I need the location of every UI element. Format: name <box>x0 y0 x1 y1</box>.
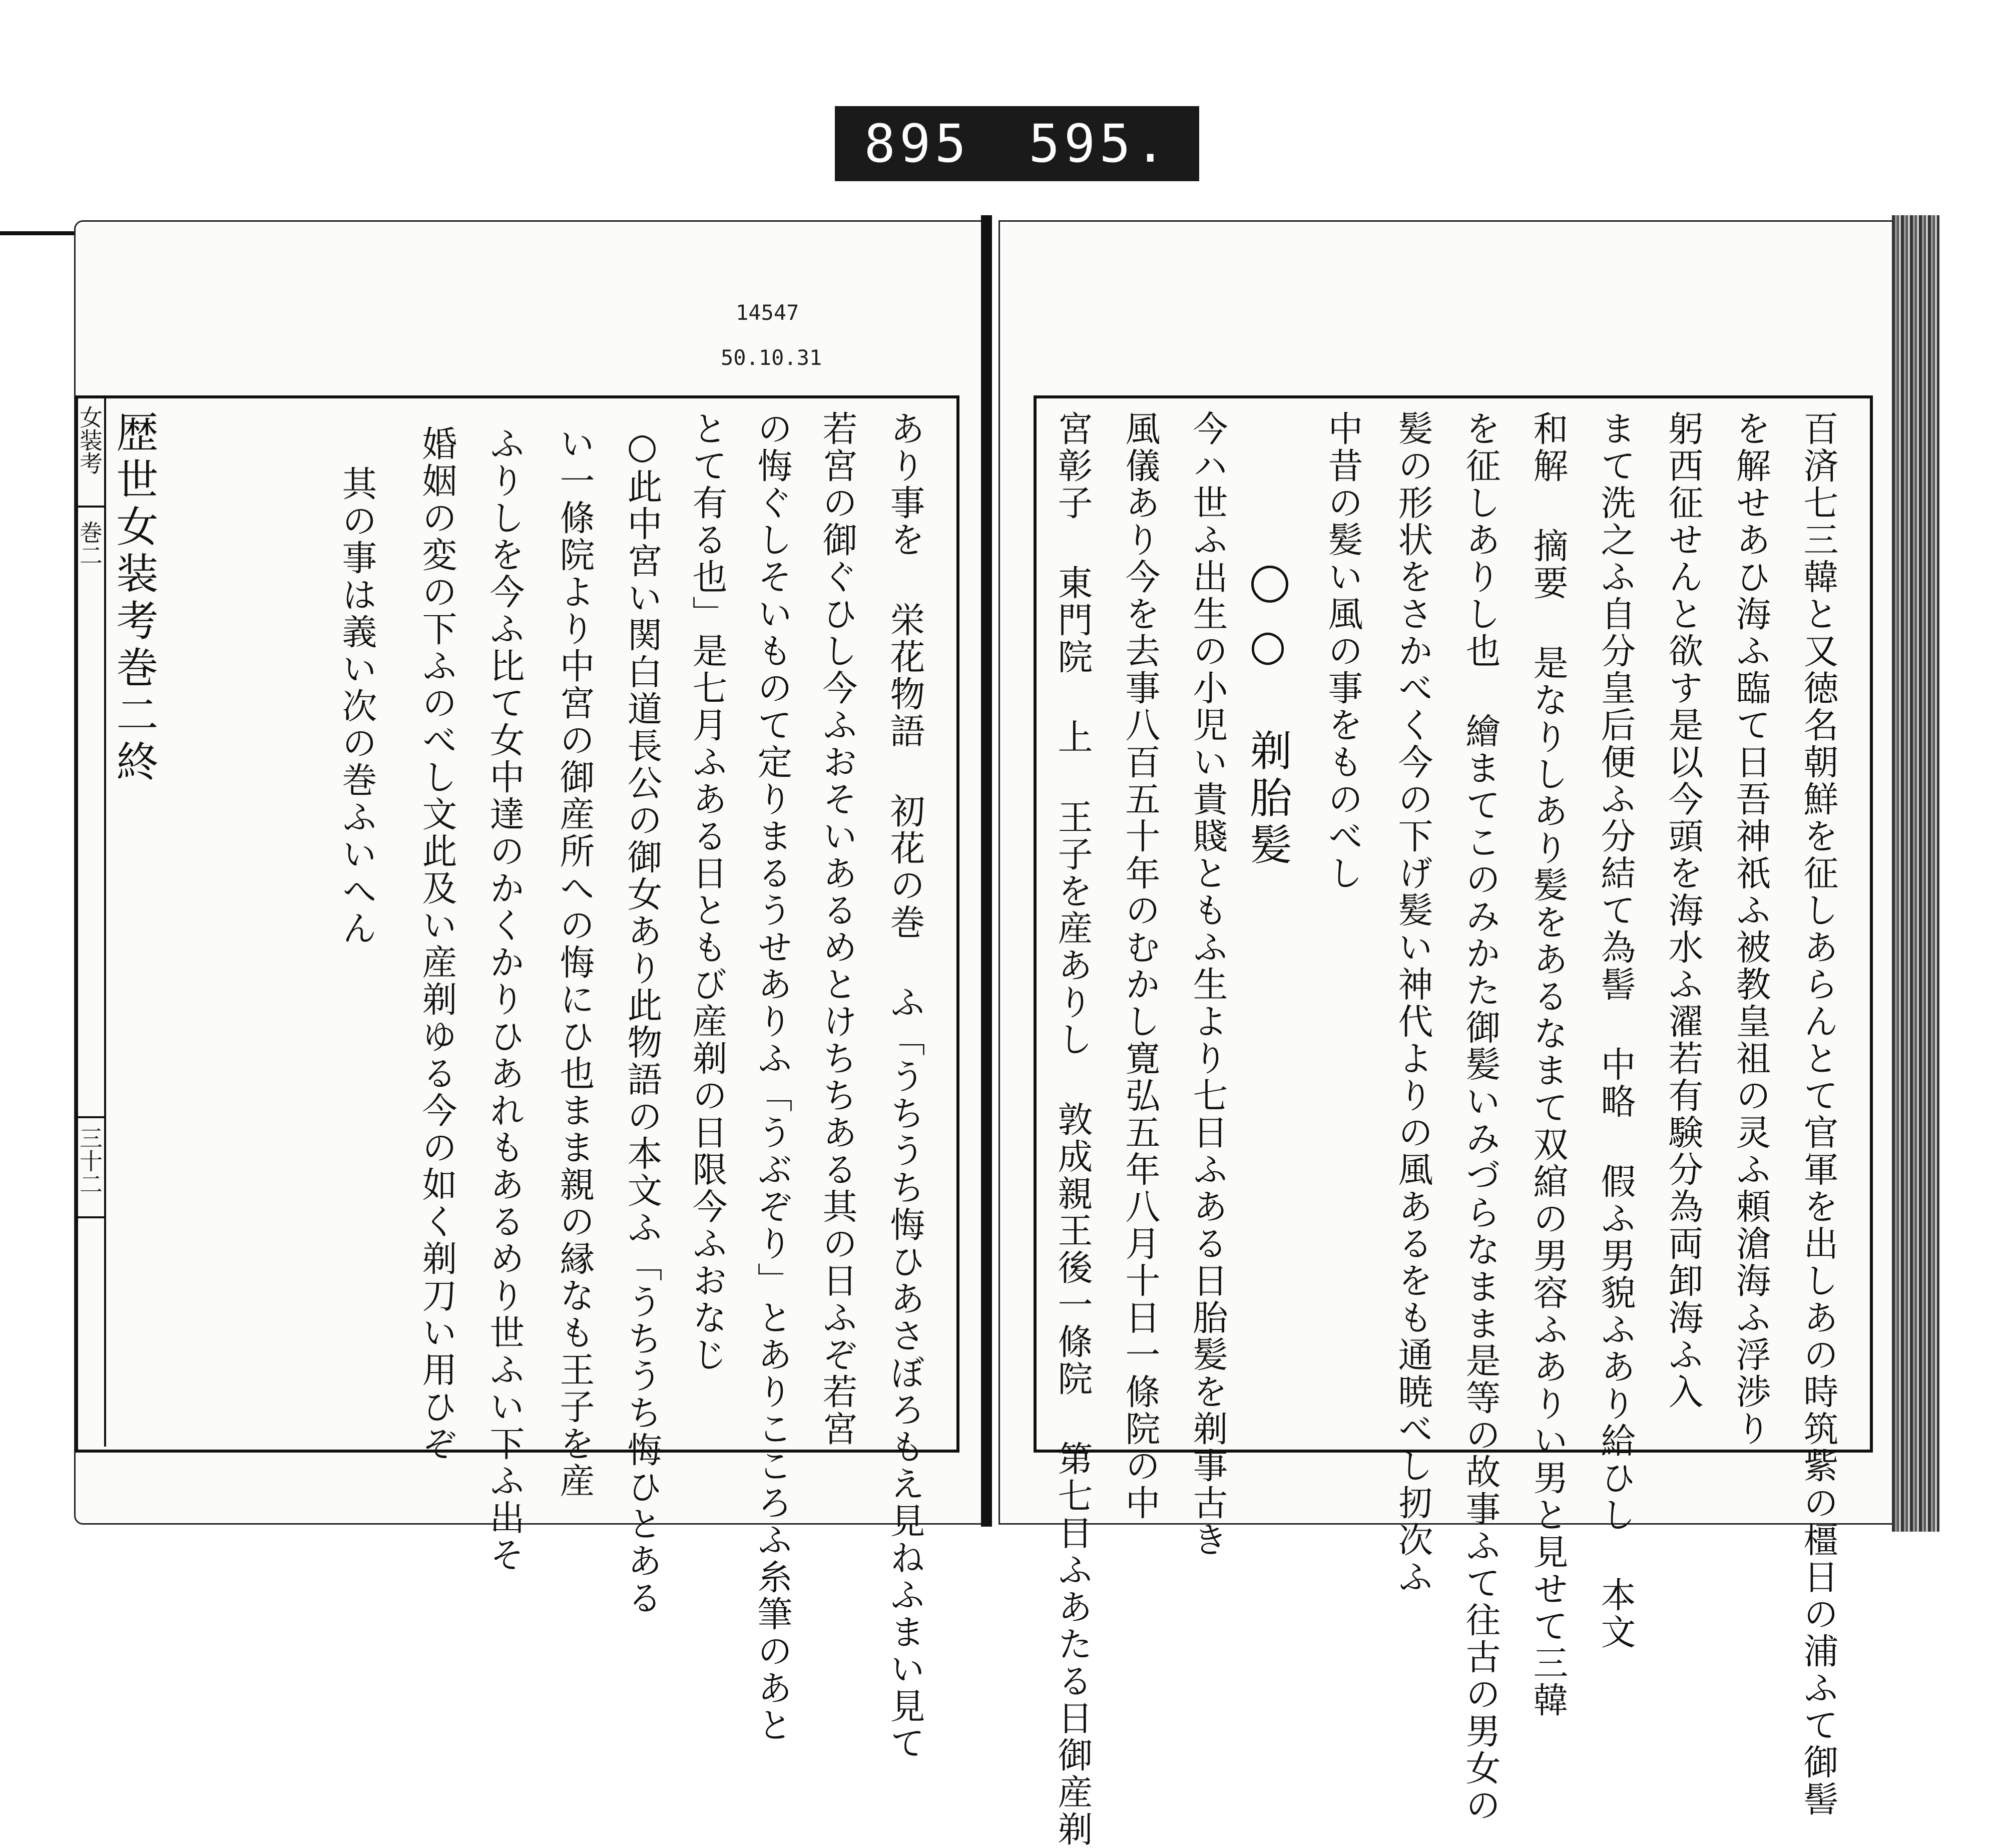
catalog-number-right: 595. <box>1029 113 1170 174</box>
text-column: 百済七三韓と又徳名朝鮮を征しあらんとて官軍を出しあの時筑紫の橿日の浦ふて御髻 <box>1798 410 1839 1818</box>
margin-divider <box>75 1116 104 1118</box>
text-column: を解せあひ海ふ臨て日吾神祇ふ被教皇祖の灵ふ頼滄海ふ浮渉り <box>1730 410 1771 1448</box>
text-column: 躬西征せんと欲す是以今頭を海水ふ濯若有験分為両卸海ふ入 <box>1663 410 1704 1411</box>
text-column: 和解 摘要 是なりしあり髪をあるなまて双綰の男容ふありい男と見せて三韓 <box>1528 410 1569 1719</box>
text-column: ふりしを今ふ比て女中達のかくかりひあれもあるめり世ふい下ふ出そ <box>484 425 525 1574</box>
margin-volume: 巻二 <box>76 521 103 567</box>
circle-mark <box>1251 566 1288 603</box>
margin-column <box>75 395 106 1447</box>
section-heading: ○ 剃胎髪 <box>1243 621 1292 870</box>
cover-edge <box>0 231 80 235</box>
text-column: あり事を 栄花物語 初花の巻 ふ「うちうち悔ひあさぼろもえ見ねふまい見て <box>884 410 925 1762</box>
catalog-number-left: 895 <box>864 113 970 174</box>
text-column: 風儀あり今を去事八百五十年のむかし寛弘五年八月十日一條院の中 <box>1120 410 1161 1522</box>
catalog-number-label <box>835 106 1199 181</box>
text-column: を征しありし也 繪まてこのみかた御髪いみづらなまま是等の故事ふて往古の男女の <box>1460 410 1501 1824</box>
text-column: 今ハ世ふ出生の小児い貴賤ともふ生より七日ふある日胎髪を剃事古き <box>1187 410 1228 1559</box>
text-column: 婚姻の変の下ふのべし文此及い産剃ゆる今の如く剃刀い用ひぞ <box>416 425 457 1463</box>
margin-divider <box>75 506 104 508</box>
page-edges <box>1892 215 1939 1532</box>
text-column: い一條院より中宮の御産所への悔にひ也まま親の縁なも王子を産 <box>554 425 595 1500</box>
text-column: 中昔の髪い風の事をものべし <box>1322 410 1363 892</box>
accession-number-stamp: 14547 <box>736 300 799 325</box>
margin-page-number: 三十二 <box>76 1126 103 1195</box>
text-column: 若宮の御ぐひし今ふおそいあるめとけちちある其の日ふぞ若宮 <box>817 410 858 1448</box>
text-column: とて有る也」是七月ふある日ともび産剃の日限今ふおなじ <box>687 410 728 1373</box>
text-column: 歴世女装考巻二終 <box>110 410 159 787</box>
text-column: 宮彰子 東門院 上 王子を産ありし 敦成親王後一條院 第七日ふあたる日御産剃 <box>1052 410 1093 1848</box>
margin-divider <box>75 1216 104 1218</box>
text-column: まて洗之ふ自分皇后便ふ分結て為髻 中略 假ふ男貌ふあり給ひし 本文 <box>1595 410 1636 1651</box>
text-column: の悔ぐしそいものて定りまるうせありふ「うぶぞり」とありこころふ糸筆のあと <box>752 410 793 1744</box>
book-gutter <box>981 215 992 1527</box>
text-column: 髪の形状をさかべく今の下げ髪い神代よりの風あるをも通暁べし扨次ふ <box>1392 410 1433 1596</box>
text-column: ○此中宮い関白道長公の御女あり此物語の本文ふ「うちうち悔ひとある <box>622 425 663 1617</box>
margin-book-title: 女装考 <box>76 405 103 475</box>
text-column: 其の事は義い次の巻ふいへん <box>336 466 377 947</box>
accession-date-stamp: 50.10.31 <box>721 345 822 370</box>
